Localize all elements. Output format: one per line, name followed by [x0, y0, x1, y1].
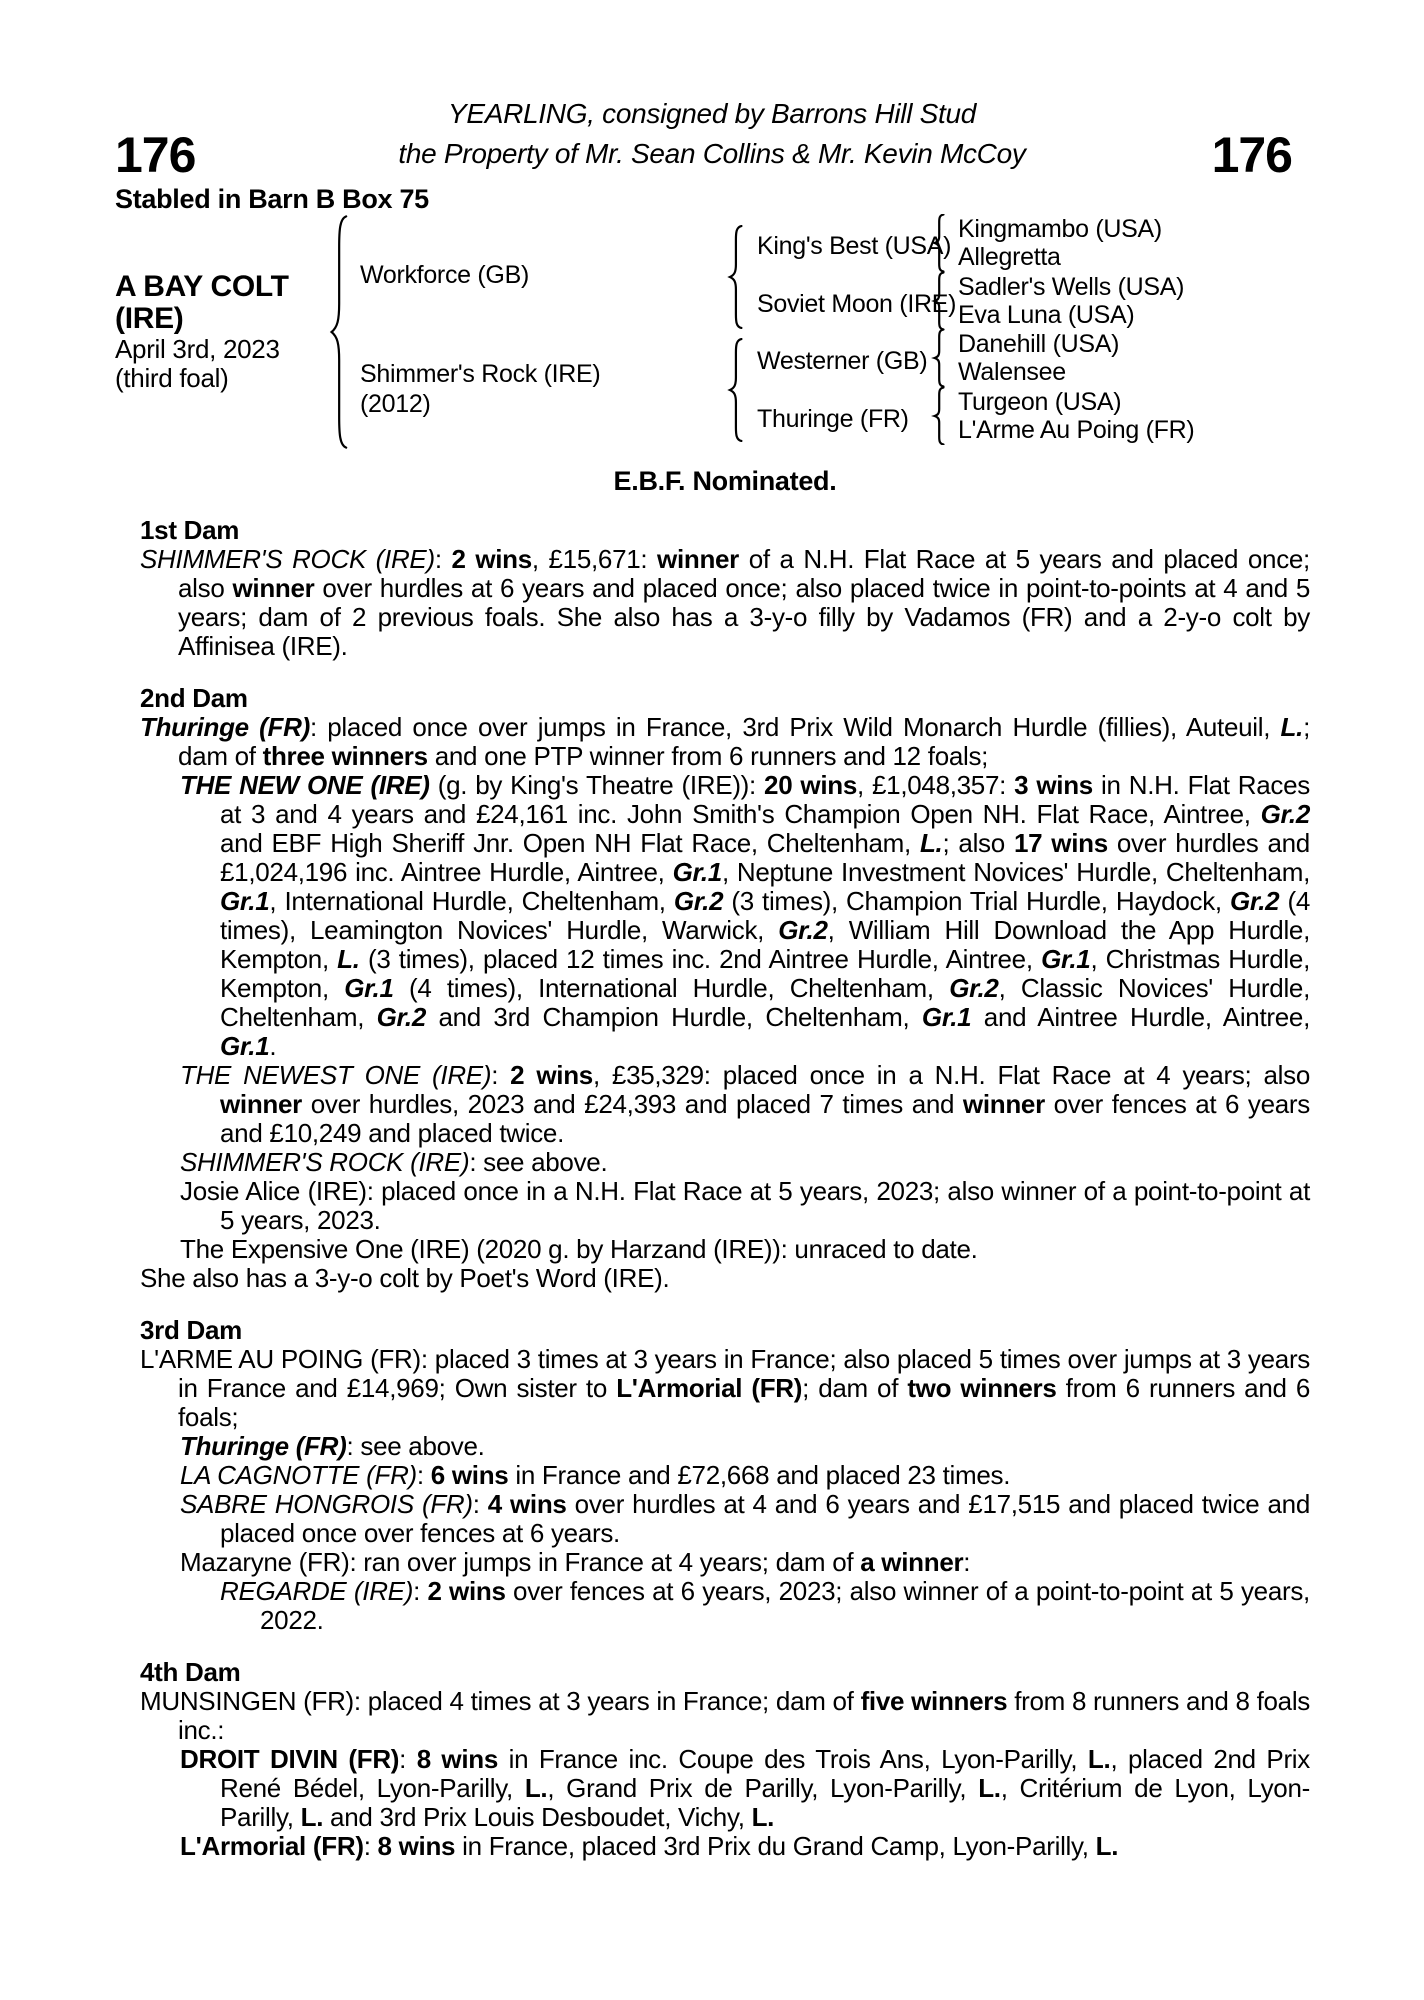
text-run: : [399, 1744, 417, 1774]
text-run: L. [1087, 1744, 1111, 1774]
text-run: (3 times), placed 12 times inc. 2nd Aintree Hurdle, Aintree, [359, 944, 1042, 974]
great-grandparent-name: Walensee [958, 358, 1066, 386]
subject-name: A BAY COLT [115, 270, 289, 303]
text-run: , William Hill Download the App Hurdle, Kempton, [220, 915, 1311, 974]
text-run: (g. by King's Theatre (IRE)): [429, 770, 765, 800]
pedigree-text-paragraph [140, 1687, 1310, 1745]
pedigree-brace-icon [930, 387, 947, 445]
text-run: (4 times), International Hurdle, Cheltenham, [393, 973, 950, 1003]
text-run: : see above. [469, 1147, 608, 1177]
text-run: 17 wins [1013, 828, 1108, 858]
consignor-line: YEARLING, consigned by Barrons Hill Stud [447, 98, 977, 129]
pedigree-text-paragraph [140, 1832, 1310, 1861]
pedigree-brace-icon [724, 338, 746, 442]
text-run: Mazaryne (FR): ran over jumps in France at 4 years; dam of [180, 1547, 861, 1577]
text-run: : [491, 1060, 511, 1090]
text-run: L'Armorial (FR) [180, 1831, 364, 1861]
text-run: , Grand Prix de Parilly, Lyon-Parilly, [547, 1773, 979, 1803]
pedigree-text-paragraph [140, 1490, 1310, 1548]
text-run: Gr.2 [1229, 886, 1280, 916]
dam-name: Shimmer's Rock (IRE) [360, 360, 601, 388]
granddam-name: Thuringe (FR) [757, 405, 909, 433]
text-run: 2 wins [451, 544, 532, 574]
text-run: over hurdles at 4 and 6 years and £17,515 and placed twice and placed once over fences at 6 years. [220, 1489, 1310, 1548]
text-run: over fences at 6 years, 2023; also winner of a point-to-point at 5 years, 2022. [260, 1576, 1310, 1635]
dam-year: (2012) [360, 390, 431, 418]
text-run: two winners [907, 1373, 1057, 1403]
text-run: over hurdles, 2023 and £24,393 and placed 7 times and [302, 1089, 963, 1119]
text-run: , Classic Novices' Hurdle, Cheltenham, [220, 973, 1310, 1032]
text-run: Josie Alice (IRE): placed once in a N.H. Flat Race at 5 years, 2023; also winner of a point-to-point at 5 years, 2023. [180, 1176, 1310, 1235]
text-run: Gr.1 [921, 1002, 972, 1032]
text-run: : [363, 1831, 378, 1861]
text-run: 6 wins [430, 1460, 509, 1490]
great-grandparent-name: Eva Luna (USA) [958, 301, 1135, 329]
pedigree-brace-icon [930, 272, 947, 330]
text-run: , £35,329: placed once in a N.H. Flat Race at 4 years; also [592, 1060, 1310, 1090]
text-run: . [269, 1031, 277, 1061]
pedigree-text-paragraph [140, 1345, 1310, 1432]
text-run: Gr.1 [220, 886, 270, 916]
text-run: DROIT DIVIN (FR) [180, 1744, 400, 1774]
dam-heading: 1st Dam [140, 515, 240, 545]
text-run: over fences at 6 years and £10,249 and placed twice. [220, 1089, 1310, 1148]
text-run: 8 wins [377, 1831, 456, 1861]
ebf-nominated-note: E.B.F. Nominated. [613, 466, 837, 496]
text-run: L. [337, 944, 360, 974]
text-run: THE NEW ONE (IRE) [180, 770, 430, 800]
text-run: and Aintree Hurdle, Aintree, [971, 1002, 1310, 1032]
text-run: L'ARME AU POING (FR): placed 3 times at 3 years in France; also placed 5 times over jumps at 3 years in France and £14,969; Own sister to [140, 1344, 1310, 1403]
text-run: 4 wins [487, 1489, 567, 1519]
grandsire-name: King's Best (USA) [757, 232, 952, 260]
text-run: Gr.1 [220, 1031, 270, 1061]
pedigree-text-paragraph [140, 1548, 1310, 1577]
subject-foal-note: (third foal) [115, 363, 229, 393]
pedigree-text-paragraph [140, 545, 1310, 661]
pedigree-text-paragraph [140, 1461, 1310, 1490]
pedigree-text-paragraph [140, 1148, 1310, 1177]
text-run: and 3rd Champion Hurdle, Cheltenham, [426, 1002, 922, 1032]
pedigree-text-paragraph [140, 1264, 1310, 1293]
text-run: five winners [860, 1686, 1008, 1716]
text-run: (3 times), Champion Trial Hurdle, Haydock, [723, 886, 1230, 916]
great-grandparent-name: L'Arme Au Poing (FR) [958, 416, 1195, 444]
text-run: Gr.2 [376, 1002, 426, 1032]
text-run: : see above. [346, 1431, 485, 1461]
text-run: from 6 runners and 6 foals; [178, 1373, 1310, 1432]
text-run: : [472, 1489, 488, 1519]
pedigree-text-paragraph [140, 1745, 1310, 1832]
text-run: Gr.2 [778, 915, 828, 945]
text-run: 3 wins [1014, 770, 1093, 800]
text-run: Gr.1 [672, 857, 722, 887]
text-run: (4 times), Leamington Novices' Hurdle, Warwick, [220, 886, 1310, 945]
text-run: L. [978, 1773, 1001, 1803]
dam-sections [140, 516, 1310, 1861]
text-run: , £1,048,357: [857, 770, 1015, 800]
text-run: in France inc. Coupe des Trois Ans, Lyon-Parilly, [498, 1744, 1088, 1774]
text-run: 8 wins [416, 1744, 499, 1774]
pedigree-brace-icon [930, 329, 947, 387]
text-run: 20 wins [764, 770, 858, 800]
grandsire-name: Westerner (GB) [757, 347, 928, 375]
pedigree-brace-icon [324, 214, 352, 450]
text-run: Gr.1 [344, 973, 394, 1003]
great-grandparent-name: Kingmambo (USA) [958, 215, 1162, 243]
pedigree-text-paragraph [140, 1432, 1310, 1461]
text-run: , Critérium de Lyon, Lyon-Parilly, [220, 1773, 1310, 1832]
text-run: L. [1095, 1831, 1119, 1861]
text-run: The Expensive One (IRE) (2020 g. by Harzand (IRE)): unraced to date. [180, 1234, 978, 1264]
text-run: Gr.2 [949, 973, 999, 1003]
text-run: winner [232, 573, 315, 603]
text-run: : [416, 1460, 431, 1490]
dam-heading: 3rd Dam [140, 1315, 242, 1345]
pedigree-brace-icon [724, 225, 746, 329]
text-run: and one PTP winner from 6 runners and 12 foals; [427, 741, 989, 771]
text-run: a winner [860, 1547, 964, 1577]
text-run: in N.H. Flat Races at 3 and 4 years and £24,161 inc. John Smith's Champion Open NH. Flat Race, Aintree, [220, 770, 1310, 829]
text-run: : placed once over jumps in France, 3rd Prix Wild Monarch Hurdle (fillies), Auteuil, [309, 712, 1281, 742]
text-run: : [413, 1576, 428, 1606]
text-run: over hurdles at 6 years and placed once; also placed twice in point-to-points at 4 and 5 years; dam of 2 previous foals. She also has a 3-y-o filly by Vadamos (FR) and a 2-y-o colt by Affinisea (IRE). [178, 573, 1310, 661]
text-run: LA CAGNOTTE (FR) [180, 1460, 417, 1490]
text-run: Thuringe (FR) [140, 712, 310, 742]
pedigree-brace-icon [930, 214, 947, 272]
text-run: ; also [942, 828, 1014, 858]
text-run: 2 wins [510, 1060, 593, 1090]
subject-country: (IRE) [115, 302, 184, 335]
text-run: winner [220, 1089, 302, 1119]
text-run: , placed 2nd Prix René Bédel, Lyon-Parilly, [220, 1744, 1310, 1803]
text-run: L. [524, 1773, 548, 1803]
pedigree-text-paragraph [140, 1577, 1310, 1635]
text-run: Gr.2 [673, 886, 724, 916]
lot-number-right: 176 [1211, 127, 1292, 183]
text-run: and 3rd Prix Louis Desboudet, Vichy, [323, 1802, 752, 1832]
text-run: ; dam of [802, 1373, 908, 1403]
text-run: L. [751, 1802, 775, 1832]
great-grandparent-name: Allegretta [958, 243, 1061, 271]
text-run: winner [962, 1089, 1045, 1119]
text-run: winner [657, 544, 740, 574]
text-run: : [963, 1547, 971, 1577]
text-run: : [434, 544, 452, 574]
text-run: and EBF High Sheriff Jnr. Open NH Flat Race, Cheltenham, [220, 828, 920, 858]
property-line: the Property of Mr. Sean Collins & Mr. Kevin McCoy [398, 138, 1026, 169]
text-run: L. [300, 1802, 324, 1832]
text-run: in France and £72,668 and placed 23 times. [508, 1460, 1011, 1490]
text-run: in France, placed 3rd Prix du Grand Camp, Lyon-Parilly, [455, 1831, 1096, 1861]
text-run: L. [919, 828, 943, 858]
pedigree-text-paragraph [140, 713, 1310, 771]
text-run: Thuringe (FR) [180, 1431, 347, 1461]
great-grandparent-name: Sadler's Wells (USA) [958, 273, 1185, 301]
text-run: over hurdles and £1,024,196 inc. Aintree Hurdle, Aintree, [220, 828, 1310, 887]
text-run: L'Armorial (FR) [616, 1373, 803, 1403]
pedigree-text-paragraph [140, 771, 1310, 1061]
great-grandparent-name: Turgeon (USA) [958, 388, 1122, 416]
text-run: , Neptune Investment Novices' Hurdle, Cheltenham, [721, 857, 1310, 887]
text-run: She also has a 3-y-o colt by Poet's Word (IRE). [140, 1263, 670, 1293]
text-run: , Christmas Hurdle, Kempton, [220, 944, 1310, 1003]
pedigree-text-paragraph [140, 1177, 1310, 1235]
stabling-info: Stabled in Barn B Box 75 [115, 184, 429, 214]
text-run: , International Hurdle, Cheltenham, [269, 886, 674, 916]
great-grandparent-name: Danehill (USA) [958, 330, 1120, 358]
text-run: from 8 runners and 8 foals inc.: [178, 1686, 1310, 1745]
text-run: three winners [262, 741, 428, 771]
text-run: THE NEWEST ONE (IRE) [180, 1060, 492, 1090]
text-run: 2 wins [427, 1576, 506, 1606]
text-run: , £15,671: [531, 544, 658, 574]
text-run: SHIMMER'S ROCK (IRE) [180, 1147, 470, 1177]
pedigree-text-paragraph [140, 1235, 1310, 1264]
text-run: REGARDE (IRE) [220, 1576, 414, 1606]
text-run: of a N.H. Flat Race at 5 years and placed once; also [178, 544, 1310, 603]
text-run: ; dam of [178, 712, 1310, 771]
subject-foaling-date: April 3rd, 2023 [115, 334, 280, 364]
text-run: SABRE HONGROIS (FR) [180, 1489, 473, 1519]
text-run: Gr.2 [1260, 799, 1310, 829]
text-run: SHIMMER'S ROCK (IRE) [140, 544, 435, 574]
lot-number-left: 176 [115, 127, 196, 183]
text-run: MUNSINGEN (FR): placed 4 times at 3 years in France; dam of [140, 1686, 861, 1716]
granddam-name: Soviet Moon (IRE) [757, 290, 957, 318]
text-run: Gr.1 [1041, 944, 1091, 974]
dam-heading: 4th Dam [140, 1657, 241, 1687]
text-run: L. [1280, 712, 1304, 742]
sire-name: Workforce (GB) [360, 261, 529, 289]
dam-heading: 2nd Dam [140, 683, 248, 713]
pedigree-text-paragraph [140, 1061, 1310, 1148]
